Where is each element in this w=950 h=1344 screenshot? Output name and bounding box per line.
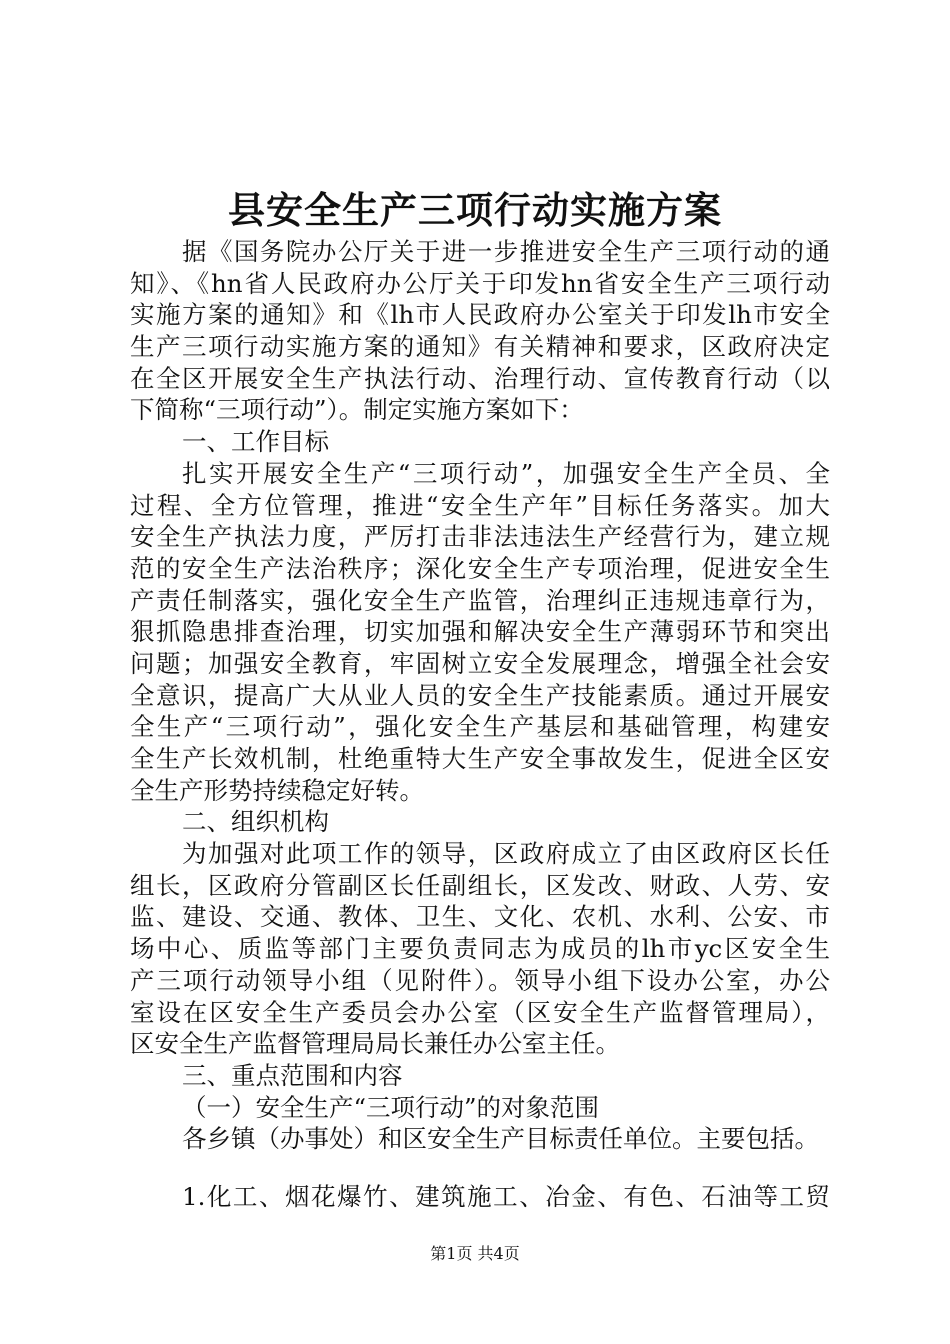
page-number: 第1页 共4页 [430, 1244, 520, 1263]
paragraph-line: 全意识，提高广大从业人员的安全生产技能素质。通过开展安 [130, 680, 830, 710]
paragraph-gap [130, 1155, 830, 1181]
section-heading: 二、组织机构 [182, 807, 329, 837]
paragraph-line: 产三项行动领导小组（见附件）。领导小组下设办公室，办公 [130, 965, 830, 995]
paragraph-line: 场中心、质监等部门主要负责同志为成员的lh市yc区安全生 [130, 934, 830, 964]
list-item: 1.化工、烟花爆竹、建筑施工、冶金、有色、石油等工贸 [182, 1181, 830, 1211]
paragraph-line: 扎实开展安全生产“三项行动”，加强安全生产全员、全 [182, 458, 830, 488]
paragraph-line: 生产三项行动实施方案的通知》有关精神和要求，区政府决定 [130, 332, 830, 362]
paragraph-line: 全生产长效机制，杜绝重特大生产安全事故发生，促进全区安 [130, 744, 830, 773]
paragraph-line: 全生产“三项行动”，强化安全生产基层和基础管理，构建安 [130, 712, 830, 742]
paragraph-line: 据《国务院办公厅关于进一步推进安全生产三项行动的通 [182, 237, 830, 266]
paragraph-line: 在全区开展安全生产执法行动、治理行动、宣传教育行动（以 [130, 363, 830, 393]
paragraph-line: 产责任制落实，强化安全生产监管，治理纠正违规违章行为， [130, 585, 830, 615]
document-body [130, 236, 830, 1213]
paragraph-line: 下简称“三项行动”）。制定实施方案如下： [130, 395, 584, 425]
paragraph-line: 全生产形势持续稳定好转。 [130, 775, 424, 805]
paragraph-line: 区安全生产监督管理局局长兼任办公室主任。 [130, 1029, 620, 1059]
subsection-heading: （一）安全生产“三项行动”的对象范围 [182, 1092, 600, 1122]
paragraph-line: 监、建设、交通、教体、卫生、文化、农机、水利、公安、市 [130, 902, 830, 932]
paragraph-line: 问题；加强安全教育，牢固树立安全发展理念，增强全社会安 [130, 648, 830, 678]
paragraph-line: 安全生产执法力度，严厉打击非法违法生产经营行为，建立规 [130, 522, 830, 552]
section-heading: 三、重点范围和内容 [182, 1060, 403, 1090]
paragraph-line: 室设在区安全生产委员会办公室（区安全生产监督管理局）， [130, 997, 830, 1027]
section-heading: 一、工作目标 [182, 427, 329, 457]
paragraph-line: 范的安全生产法治秩序；深化安全生产专项治理，促进安全生 [130, 553, 830, 583]
paragraph-line: 过程、全方位管理，推进“安全生产年”目标任务落实。加大 [130, 490, 830, 520]
document-title: 县安全生产三项行动实施方案 [228, 188, 722, 232]
paragraph-line: 实施方案的通知》和《lh市人民政府办公室关于印发lh市安全 [130, 300, 830, 330]
paragraph-line: 各乡镇（办事处）和区安全生产目标责任单位。主要包括。 [182, 1124, 819, 1154]
paragraph-line: 狠抓隐患排查治理，切实加强和解决安全生产薄弱环节和突出 [130, 617, 830, 647]
paragraph-line: 组长，区政府分管副区长任副组长，区发改、财政、人劳、安 [130, 870, 830, 900]
paragraph-line: 知》、《hn省人民政府办公厅关于印发hn省安全生产三项行动 [130, 268, 830, 298]
paragraph-line: 为加强对此项工作的领导，区政府成立了由区政府区长任 [182, 839, 830, 869]
